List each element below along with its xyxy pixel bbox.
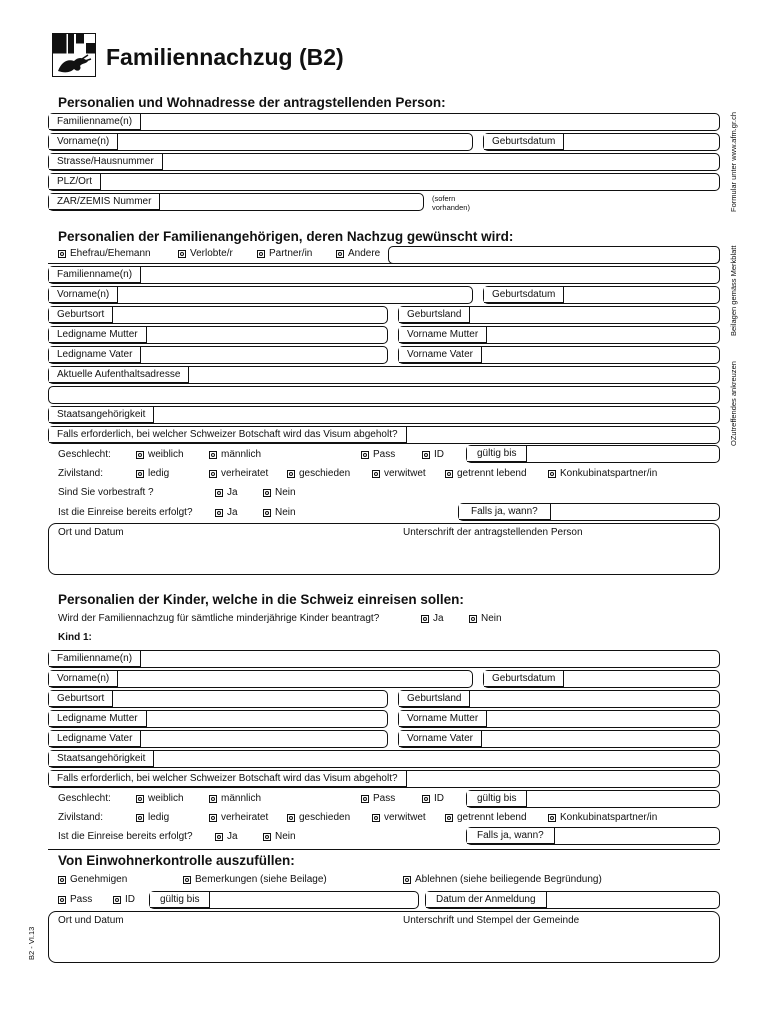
opt-label: verwitwet: [384, 812, 426, 823]
opt-label: Ja: [433, 613, 444, 624]
section1-title: Personalien und Wohnadresse der antragstellenden Person:: [58, 95, 446, 110]
opt-label: Ablehnen (siehe beiliegende Begründung): [415, 874, 602, 885]
label: Falls ja, wann?: [459, 504, 551, 520]
s4-opt-bemerkungen[interactable]: [183, 874, 327, 885]
opt-label: Ehefrau/Ehemann: [70, 248, 151, 259]
checkbox-icon: [445, 470, 453, 478]
s3-geburtsort-field[interactable]: [48, 690, 388, 708]
s3-geschlecht-label: Geschlecht:: [58, 793, 111, 804]
checkbox-icon: [263, 833, 271, 841]
opt-label: männlich: [221, 793, 262, 804]
s2-gueltig-field[interactable]: [466, 445, 720, 463]
s2-opt-vorbestraft-nein[interactable]: [263, 487, 296, 498]
opt-label: Verlobte/r: [190, 248, 233, 259]
section4-title: Von Einwohnerkontrolle auszufüllen:: [58, 853, 295, 868]
label: Geburtsland: [399, 307, 470, 323]
s4-gueltig-field[interactable]: [149, 891, 419, 909]
checkbox-icon: [445, 814, 453, 822]
s3-opt-konkubinat[interactable]: [548, 812, 657, 823]
s2-signature-box[interactable]: [48, 523, 720, 575]
label: Geburtsdatum: [484, 671, 564, 687]
s3-opt-maennlich[interactable]: [209, 793, 261, 804]
s2-geschlecht-label: Geschlecht:: [58, 449, 111, 460]
s3-opt-pass[interactable]: [361, 793, 395, 804]
s3-familienname-field[interactable]: [48, 650, 720, 668]
checkbox-icon: [372, 470, 380, 478]
s2-opt-id[interactable]: [422, 449, 444, 460]
label: Ledigname Mutter: [49, 327, 147, 343]
s2-aufenthalt-line2[interactable]: [48, 386, 720, 404]
checkbox-icon: [287, 470, 295, 478]
s1-plz-field[interactable]: [48, 173, 720, 191]
s2-opt-vorbestraft-ja[interactable]: [215, 487, 238, 498]
label: Staatsangehörigkeit: [49, 751, 154, 767]
checkbox-icon: [548, 814, 556, 822]
checkbox-icon: [215, 509, 223, 517]
s2-geburtsort-field[interactable]: [48, 306, 388, 324]
label: Datum der Anmeldung: [426, 892, 547, 908]
s4-opt-ablehnen[interactable]: [403, 874, 602, 885]
checkbox-icon: [372, 814, 380, 822]
opt-label: Genehmigen: [70, 874, 128, 885]
s3-zivilstand-label: Zivilstand:: [58, 812, 104, 823]
side-ankreuzen: OZutreffendes ankreuzen: [729, 361, 738, 446]
label: Vorname Mutter: [399, 711, 487, 727]
s2-ledig-mutter-field[interactable]: [48, 326, 388, 344]
s2-opt-pass[interactable]: [361, 449, 395, 460]
label: Geburtsland: [399, 691, 470, 707]
label: Vorname(n): [49, 671, 118, 687]
label: Geburtsdatum: [484, 287, 564, 303]
opt-partner[interactable]: [257, 248, 312, 259]
s2-staat-field[interactable]: [48, 406, 720, 424]
s3-opt-geschieden[interactable]: [287, 812, 350, 823]
checkbox-icon: [263, 509, 271, 517]
label: Aktuelle Aufenthaltsadresse: [49, 367, 189, 383]
label: ZAR/ZEMIS Nummer: [49, 194, 160, 210]
s2-ledig-vater-field[interactable]: [48, 346, 388, 364]
label: Ledigname Vater: [49, 347, 141, 363]
label: Staatsangehörigkeit: [49, 407, 154, 423]
label: Vorname Vater: [399, 347, 482, 363]
label: gültig bis: [467, 791, 527, 807]
opt-label: Pass: [373, 793, 396, 804]
s2-einreise-label: Ist die Einreise bereits erfolgt?: [58, 507, 193, 518]
s2-geburtsdatum-field[interactable]: [483, 286, 720, 304]
s1-vorname-field[interactable]: [48, 133, 473, 151]
s3-wann-field[interactable]: [466, 827, 720, 845]
checkbox-icon: [257, 250, 265, 258]
label: Familienname(n): [49, 114, 141, 130]
checkbox-icon: [136, 470, 144, 478]
label: gültig bis: [150, 892, 210, 908]
label: Vorname(n): [49, 134, 118, 150]
s2-vorname-vater-field[interactable]: [398, 346, 720, 364]
s3-opt-einreise-ja[interactable]: [215, 831, 238, 842]
label: Ledigname Vater: [49, 731, 141, 747]
checkbox-icon: [287, 814, 295, 822]
s2-vorname-field[interactable]: [48, 286, 473, 304]
label: Falls ja, wann?: [467, 828, 555, 844]
s2-opt-konkubinat[interactable]: [548, 468, 657, 479]
opt-label: Nein: [275, 507, 296, 518]
s3-opt-einreise-nein[interactable]: [263, 831, 296, 842]
s2-opt-getrennt[interactable]: [445, 468, 527, 479]
s3-vorname-vater-field[interactable]: [398, 730, 720, 748]
opt-label: Partner/in: [269, 248, 313, 259]
checkbox-icon: [469, 615, 477, 623]
checkbox-icon: [136, 814, 144, 822]
s3-opt-verheiratet[interactable]: [209, 812, 268, 823]
opt-label: Ja: [227, 507, 238, 518]
checkbox-icon: [422, 451, 430, 459]
s2-aufenthalt-field[interactable]: [48, 366, 720, 384]
opt-label: Nein: [481, 613, 502, 624]
opt-label: Nein: [275, 831, 296, 842]
s1-strasse-field[interactable]: [48, 153, 720, 171]
checkbox-icon: [263, 489, 271, 497]
checkbox-icon: [361, 795, 369, 803]
zar-note: [432, 195, 470, 212]
checkbox-icon: [215, 833, 223, 841]
label: PLZ/Ort: [49, 174, 101, 190]
s3-ledig-vater-field[interactable]: [48, 730, 388, 748]
s2-ort-datum: Ort und Datum: [58, 527, 124, 538]
checkbox-icon: [421, 615, 429, 623]
checkbox-icon: [209, 795, 217, 803]
s1-zar-field[interactable]: [48, 193, 424, 211]
checkbox-icon: [209, 814, 217, 822]
opt-label: geschieden: [299, 468, 351, 479]
s2-botschaft-field[interactable]: [48, 426, 720, 444]
page-title: Familiennachzug (B2): [106, 44, 344, 70]
label: Vorname Mutter: [399, 327, 487, 343]
opt-label: ledig: [148, 812, 170, 823]
label: Ledigname Mutter: [49, 711, 147, 727]
opt-ehefrau[interactable]: [58, 248, 151, 259]
opt-label: weiblich: [148, 449, 184, 460]
s2-opt-verheiratet[interactable]: [209, 468, 268, 479]
s4-opt-pass[interactable]: [58, 894, 92, 905]
s3-opt-verwitwet[interactable]: [372, 812, 426, 823]
opt-label: Bemerkungen (siehe Beilage): [195, 874, 327, 885]
s4-anmeldung-field[interactable]: [425, 891, 720, 909]
s3-kind-label: Kind 1:: [58, 632, 92, 643]
s2-wann-field[interactable]: [458, 503, 720, 521]
s4-ort-datum: Ort und Datum: [58, 915, 124, 926]
label: Geburtsort: [49, 307, 113, 323]
opt-label: weiblich: [148, 793, 184, 804]
s2-opt-weiblich[interactable]: [136, 449, 184, 460]
opt-label: verheiratet: [221, 812, 269, 823]
andere-input[interactable]: [388, 246, 720, 264]
s2-opt-geschieden[interactable]: [287, 468, 350, 479]
s3-opt-weiblich[interactable]: [136, 793, 184, 804]
checkbox-icon: [548, 470, 556, 478]
opt-label: ID: [125, 894, 135, 905]
s3-vorname-mutter-field[interactable]: [398, 710, 720, 728]
s2-vorname-mutter-field[interactable]: [398, 326, 720, 344]
checkbox-icon: [178, 250, 186, 258]
side-url: Formular unter www.afm.gr.ch: [729, 111, 738, 212]
s2-familienname-field[interactable]: [48, 266, 720, 284]
opt-label: ledig: [148, 468, 170, 479]
checkbox-icon: [136, 451, 144, 459]
label: Geburtsort: [49, 691, 113, 707]
label: Vorname Vater: [399, 731, 482, 747]
label: Familienname(n): [49, 267, 141, 283]
section4-divider: [48, 849, 720, 850]
checkbox-icon: [58, 250, 66, 258]
checkbox-icon: [183, 876, 191, 884]
s3-botschaft-field[interactable]: [48, 770, 720, 788]
checkbox-icon: [113, 896, 121, 904]
checkbox-icon: [209, 451, 217, 459]
opt-label: Nein: [275, 487, 296, 498]
checkbox-icon: [215, 489, 223, 497]
opt-label: verheiratet: [221, 468, 269, 479]
s3-opt-ledig[interactable]: [136, 812, 169, 823]
side-version: B2 - VI.13: [27, 926, 36, 960]
s4-unterschrift: Unterschrift und Stempel der Gemeinde: [403, 915, 580, 926]
s1-familienname-field[interactable]: [48, 113, 720, 131]
opt-andere[interactable]: [336, 248, 380, 259]
label: gültig bis: [467, 446, 527, 462]
side-beilagen: Beilagen gemäss Merkblatt: [729, 245, 738, 336]
s2-opt-einreise-nein[interactable]: [263, 507, 296, 518]
s3-opt-ja[interactable]: [421, 613, 444, 624]
s3-ledig-mutter-field[interactable]: [48, 710, 388, 728]
opt-label: Konkubinatspartner/in: [560, 812, 658, 823]
opt-label: geschieden: [299, 812, 351, 823]
s3-staat-field[interactable]: [48, 750, 720, 768]
checkbox-icon: [422, 795, 430, 803]
s4-opt-id[interactable]: [113, 894, 135, 905]
opt-label: ID: [434, 793, 444, 804]
section2-title: Personalien der Familienangehörigen, deren Nachzug gewünscht wird:: [58, 229, 514, 244]
s3-opt-id[interactable]: [422, 793, 444, 804]
s2-opt-einreise-ja[interactable]: [215, 507, 238, 518]
s4-signature-box[interactable]: [48, 911, 720, 963]
s2-zivilstand-label: Zivilstand:: [58, 468, 104, 479]
checkbox-icon: [58, 896, 66, 904]
checkbox-icon: [58, 876, 66, 884]
zar-note-1: (sofern: [432, 194, 456, 203]
s1-geburtsdatum-field[interactable]: [483, 133, 720, 151]
opt-label: Ja: [227, 487, 238, 498]
section3-title: Personalien der Kinder, welche in die Schweiz einreisen sollen:: [58, 592, 464, 607]
s4-opt-genehmigen[interactable]: [58, 874, 127, 885]
opt-label: Konkubinatspartner/in: [560, 468, 658, 479]
s3-opt-getrennt[interactable]: [445, 812, 527, 823]
opt-label: Ja: [227, 831, 238, 842]
checkbox-icon: [403, 876, 411, 884]
label: Falls erforderlich, bei welcher Schweizer Botschaft wird das Visum abgeholt?: [49, 771, 407, 787]
checkbox-icon: [361, 451, 369, 459]
zar-note-2: vorhanden): [432, 202, 470, 212]
opt-label: getrennt lebend: [457, 812, 527, 823]
opt-label: Pass: [70, 894, 93, 905]
checkbox-icon: [336, 250, 344, 258]
label: Vorname(n): [49, 287, 118, 303]
s2-unterschrift: Unterschrift der antragstellenden Person: [403, 527, 583, 538]
canton-logo: [52, 33, 96, 77]
opt-label: verwitwet: [384, 468, 426, 479]
label: Familienname(n): [49, 651, 141, 667]
s3-vorname-field[interactable]: [48, 670, 473, 688]
s2-opt-ledig[interactable]: [136, 468, 169, 479]
checkbox-icon: [136, 795, 144, 803]
opt-label: Pass: [373, 449, 396, 460]
opt-label: männlich: [221, 449, 262, 460]
s3-gueltig-field[interactable]: [466, 790, 720, 808]
label: Falls erforderlich, bei welcher Schweizer Botschaft wird das Visum abgeholt?: [49, 427, 407, 443]
checkbox-icon: [209, 470, 217, 478]
opt-label: ID: [434, 449, 444, 460]
s2-geburtsland-field[interactable]: [398, 306, 720, 324]
opt-verlobte[interactable]: [178, 248, 233, 259]
label: Geburtsdatum: [484, 134, 564, 150]
s3-einreise-label: Ist die Einreise bereits erfolgt?: [58, 831, 193, 842]
s3-geburtsdatum-field[interactable]: [483, 670, 720, 688]
s3-question: Wird der Familiennachzug für sämtliche minderjährige Kinder beantragt?: [58, 613, 380, 624]
s3-opt-nein[interactable]: [469, 613, 502, 624]
s2-vorbestraft-label: Sind Sie vorbestraft ?: [58, 487, 154, 498]
opt-label: getrennt lebend: [457, 468, 527, 479]
opt-label: Andere: [348, 248, 381, 259]
label: Strasse/Hausnummer: [49, 154, 163, 170]
s2-opt-maennlich[interactable]: [209, 449, 261, 460]
s2-opt-verwitwet[interactable]: [372, 468, 426, 479]
s3-geburtsland-field[interactable]: [398, 690, 720, 708]
